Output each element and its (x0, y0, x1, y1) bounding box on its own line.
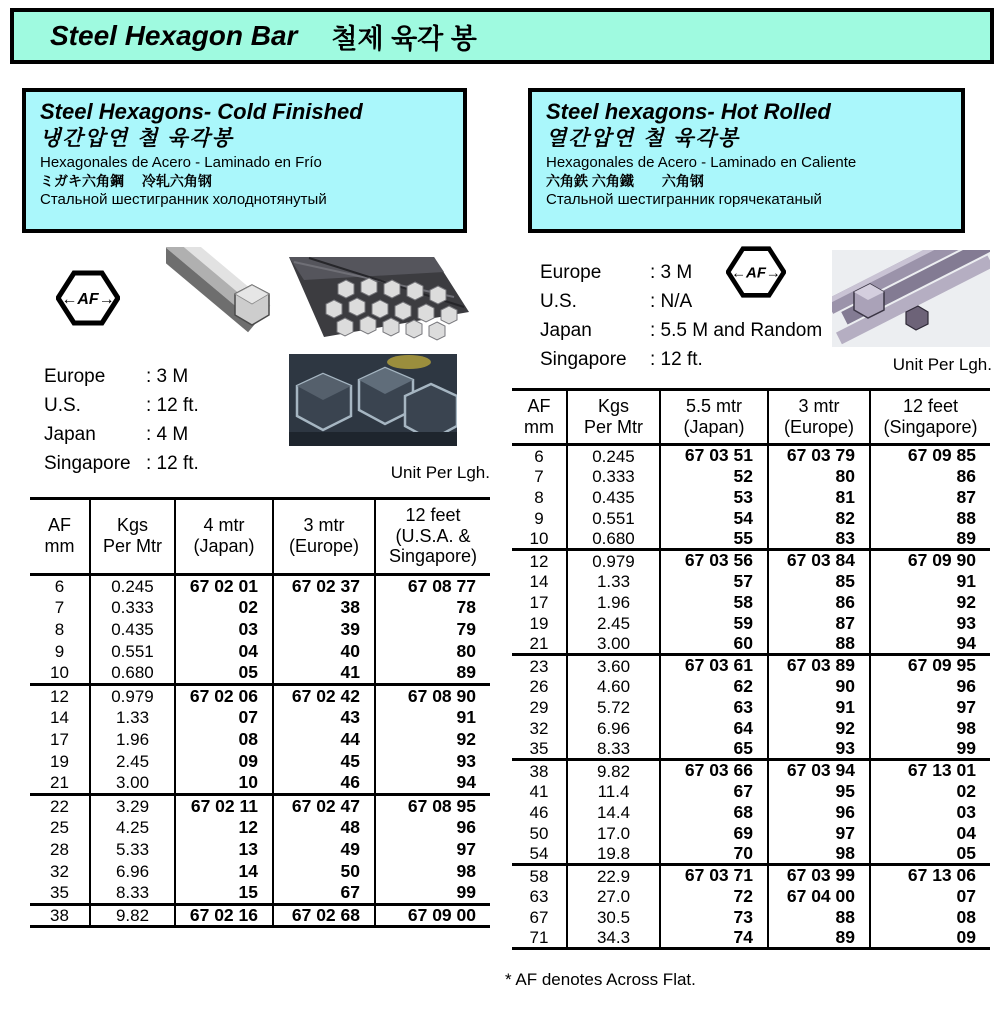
table-row (512, 676, 990, 697)
code-cell: 67 09 95 (870, 655, 990, 676)
code-cell: 43 (273, 707, 375, 729)
table-row (512, 508, 990, 529)
code-cell: 89 (768, 928, 870, 949)
code-cell: 87 (768, 613, 870, 634)
value-cell: 8 (534, 487, 544, 507)
code-cell: 96 (375, 817, 490, 839)
value-cell: 6.96 (90, 861, 175, 883)
value-cell: 7 (54, 598, 65, 618)
length-row-us: U.S. : N/A (540, 291, 693, 312)
table-row (512, 529, 990, 550)
code-cell: 67 02 42 (273, 685, 375, 707)
table-row (512, 823, 990, 844)
value-cell: 2.45 (90, 751, 175, 773)
code-cell: 69 (660, 823, 768, 844)
table-row (512, 865, 990, 886)
table-row (30, 905, 490, 927)
table-row (512, 886, 990, 907)
value-cell: 28 (50, 840, 69, 860)
cold-finished-russian: Стальной шестигранник холоднотянутый (40, 190, 327, 208)
across-flat-hexagon-icon (726, 244, 786, 300)
hot-rolled-korean: 열간압연 철 육각봉 (546, 126, 740, 150)
value-cell: 0.979 (567, 550, 660, 571)
code-cell: 79 (375, 619, 490, 641)
table-row (30, 707, 490, 729)
code-cell: 62 (660, 676, 768, 697)
table-row (30, 773, 490, 795)
size-group (30, 795, 490, 905)
value-cell: 21 (50, 773, 69, 793)
table-row (512, 781, 990, 802)
code-cell: 86 (768, 592, 870, 613)
table-row (512, 466, 990, 487)
code-cell: 67 13 06 (870, 865, 990, 886)
page-title: Steel Hexagon Bar (50, 20, 298, 51)
code-cell: 91 (768, 697, 870, 718)
code-cell: 88 (870, 508, 990, 529)
value-cell: 8 (54, 620, 65, 640)
code-cell: 67 03 56 (660, 550, 768, 571)
code-cell: 70 (660, 844, 768, 865)
value-cell: 0.333 (567, 466, 660, 487)
table-row (30, 641, 490, 663)
table-row (30, 597, 490, 619)
code-cell: 10 (175, 773, 273, 795)
value-cell: 35 (529, 739, 549, 759)
length-row-singapore: Singapore : 12 ft. (540, 349, 703, 370)
value-cell: 6 (534, 446, 544, 466)
value-cell: 38 (50, 906, 69, 926)
across-flat-hexagon-icon (56, 268, 120, 328)
code-cell: 52 (660, 466, 768, 487)
code-cell: 86 (870, 466, 990, 487)
page-title-korean: 철제 육각 봉 (331, 23, 477, 54)
code-cell: 67 13 01 (870, 760, 990, 781)
value-cell: 0.435 (567, 487, 660, 508)
length-row-us: U.S. : 12 ft. (44, 395, 199, 416)
code-cell: 63 (660, 697, 768, 718)
code-cell: 80 (768, 466, 870, 487)
column-header: 4 mtr (Japan) (175, 499, 273, 575)
code-cell: 97 (768, 823, 870, 844)
value-cell: 12 (50, 686, 69, 706)
size-group (30, 905, 490, 927)
code-cell: 73 (660, 907, 768, 928)
cold-finished-header-panel (22, 88, 467, 233)
table-row (30, 729, 490, 751)
code-cell: 82 (768, 508, 870, 529)
cold-finished-cjk: ミガキ六角鋼 冷轧六角钢 (40, 173, 212, 189)
code-cell: 85 (768, 571, 870, 592)
value-cell: 54 (529, 844, 549, 864)
code-cell: 08 (175, 729, 273, 751)
value-cell: 3.00 (90, 773, 175, 795)
hot-rolled-table (512, 388, 990, 950)
table-row (512, 655, 990, 676)
code-cell: 02 (870, 781, 990, 802)
value-cell: 12 (529, 551, 549, 571)
code-cell: 67 02 06 (175, 685, 273, 707)
code-cell: 67 03 99 (768, 865, 870, 886)
code-cell: 80 (375, 641, 490, 663)
table-row (512, 844, 990, 865)
code-cell: 92 (375, 729, 490, 751)
column-header: 12 feet (Singapore) (870, 390, 990, 445)
code-cell: 89 (375, 663, 490, 685)
table-row (512, 802, 990, 823)
code-cell: 96 (768, 802, 870, 823)
table-row (30, 751, 490, 773)
value-cell: 22.9 (567, 865, 660, 886)
header-row (512, 390, 990, 445)
size-group (30, 685, 490, 795)
code-cell: 67 04 00 (768, 886, 870, 907)
code-cell: 13 (175, 839, 273, 861)
table-row (512, 760, 990, 781)
code-cell: 46 (273, 773, 375, 795)
photo-single-hexagon-bar (166, 247, 284, 347)
code-cell: 09 (870, 928, 990, 949)
value-cell: 63 (529, 886, 549, 906)
svg-text:←AF→: ←AF→ (61, 291, 115, 308)
code-cell: 95 (768, 781, 870, 802)
code-cell: 98 (768, 844, 870, 865)
length-row-japan: Japan : 4 M (44, 424, 189, 445)
unit-per-length-label-left: Unit Per Lgh. (390, 463, 490, 482)
value-cell: 19.8 (567, 844, 660, 865)
code-cell: 91 (870, 571, 990, 592)
table-row (512, 487, 990, 508)
value-cell: 10 (529, 529, 549, 549)
value-cell: 11.4 (567, 781, 660, 802)
code-cell: 67 03 79 (768, 445, 870, 466)
value-cell: 4.25 (90, 817, 175, 839)
code-cell: 67 08 77 (375, 575, 490, 597)
code-cell: 92 (768, 718, 870, 739)
value-cell: 41 (529, 781, 549, 801)
code-cell: 08 (870, 907, 990, 928)
code-cell: 48 (273, 817, 375, 839)
code-cell: 99 (870, 739, 990, 760)
value-cell: 22 (50, 796, 69, 816)
value-cell: 0.435 (90, 619, 175, 641)
hot-rolled-russian: Стальной шестигранник горячекатаный (546, 190, 822, 208)
table-row (512, 445, 990, 466)
code-cell: 60 (660, 634, 768, 655)
length-row-japan: Japan : 5.5 M and Random (540, 320, 823, 341)
value-cell: 71 (529, 928, 549, 948)
hot-rolled-spanish: Hexagonales de Acero - Laminado en Caliente (546, 154, 857, 172)
code-cell: 67 03 66 (660, 760, 768, 781)
code-cell: 38 (273, 597, 375, 619)
code-cell: 67 08 90 (375, 685, 490, 707)
code-cell: 88 (768, 634, 870, 655)
code-cell: 67 02 11 (175, 795, 273, 817)
code-cell: 78 (375, 597, 490, 619)
cold-finished-table (30, 497, 490, 928)
code-cell: 67 02 01 (175, 575, 273, 597)
code-cell: 12 (175, 817, 273, 839)
value-cell: 0.680 (90, 663, 175, 685)
value-cell: 3.00 (567, 634, 660, 655)
code-cell: 67 09 90 (870, 550, 990, 571)
value-cell: 6.96 (567, 718, 660, 739)
af-footnote: * AF denotes Across Flat. (505, 970, 696, 989)
code-cell: 92 (870, 592, 990, 613)
code-cell: 89 (870, 529, 990, 550)
code-cell: 97 (870, 697, 990, 718)
code-cell: 93 (375, 751, 490, 773)
code-cell: 83 (768, 529, 870, 550)
value-cell: 21 (529, 634, 549, 654)
column-header: AF mm (524, 396, 554, 437)
hot-rolled-header-panel (528, 88, 965, 233)
table-row (512, 739, 990, 760)
page-title-bar (10, 8, 994, 64)
code-cell: 96 (870, 676, 990, 697)
value-cell: 67 (529, 907, 549, 927)
table-row (30, 817, 490, 839)
table-row (30, 663, 490, 685)
hot-rolled-cjk: 六角鉄 六角鐵 六角钢 (546, 173, 704, 189)
value-cell: 3.29 (90, 795, 175, 817)
code-cell: 67 (660, 781, 768, 802)
table-row (512, 613, 990, 634)
value-cell: 8.33 (90, 883, 175, 905)
value-cell: 8.33 (567, 739, 660, 760)
code-cell: 98 (870, 718, 990, 739)
cold-finished-korean: 냉간압연 철 육각봉 (40, 126, 234, 150)
value-cell: 14 (50, 708, 69, 728)
value-cell: 29 (529, 697, 549, 717)
unit-per-length-label-right: Unit Per Lgh. (892, 355, 992, 374)
value-cell: 0.979 (90, 685, 175, 707)
value-cell: 35 (50, 883, 69, 903)
value-cell: 0.245 (567, 445, 660, 466)
size-group (512, 865, 990, 949)
table-row (30, 619, 490, 641)
code-cell: 53 (660, 487, 768, 508)
code-cell: 93 (768, 739, 870, 760)
code-cell: 68 (660, 802, 768, 823)
value-cell: 1.96 (90, 729, 175, 751)
column-header: 3 mtr (Europe) (768, 390, 870, 445)
code-cell: 07 (870, 886, 990, 907)
code-cell: 88 (768, 907, 870, 928)
value-cell: 58 (529, 866, 549, 886)
code-cell: 67 03 51 (660, 445, 768, 466)
size-group (512, 760, 990, 865)
value-cell: 0.551 (90, 641, 175, 663)
code-cell: 67 03 71 (660, 865, 768, 886)
code-cell: 74 (660, 928, 768, 949)
photo-hexagon-bar-bundle (284, 252, 474, 350)
code-cell: 54 (660, 508, 768, 529)
code-cell: 50 (273, 861, 375, 883)
value-cell: 1.96 (567, 592, 660, 613)
code-cell: 72 (660, 886, 768, 907)
hot-rolled-title: Steel hexagons- Hot Rolled (546, 99, 831, 124)
code-cell: 65 (660, 739, 768, 760)
size-group (30, 575, 490, 685)
table-row (512, 550, 990, 571)
value-cell: 9 (534, 508, 544, 528)
length-row-singapore: Singapore : 12 ft. (44, 453, 199, 474)
code-cell: 67 02 47 (273, 795, 375, 817)
table-row (30, 575, 490, 597)
table-row (30, 883, 490, 905)
value-cell: 19 (529, 613, 549, 633)
code-cell: 02 (175, 597, 273, 619)
column-header: 3 mtr (Europe) (273, 499, 375, 575)
code-cell: 97 (375, 839, 490, 861)
code-cell: 67 02 68 (273, 905, 375, 927)
table-row (512, 571, 990, 592)
code-cell: 67 03 84 (768, 550, 870, 571)
code-cell: 94 (870, 634, 990, 655)
photo-hexagon-bars-closeup (289, 354, 457, 446)
value-cell: 26 (529, 676, 549, 696)
value-cell: 0.680 (567, 529, 660, 550)
code-cell: 45 (273, 751, 375, 773)
value-cell: 32 (50, 862, 69, 882)
value-cell: 0.551 (567, 508, 660, 529)
code-cell: 67 03 89 (768, 655, 870, 676)
table-row (512, 907, 990, 928)
code-cell: 91 (375, 707, 490, 729)
column-header: AF mm (44, 515, 75, 557)
value-cell: 5.33 (90, 839, 175, 861)
value-cell: 25 (50, 818, 69, 838)
code-cell: 39 (273, 619, 375, 641)
code-cell: 81 (768, 487, 870, 508)
table-row (512, 697, 990, 718)
value-cell: 10 (50, 663, 69, 683)
length-row-europe: Europe : 3 M (44, 366, 189, 387)
code-cell: 87 (870, 487, 990, 508)
code-cell: 67 (273, 883, 375, 905)
code-cell: 67 08 95 (375, 795, 490, 817)
code-cell: 05 (175, 663, 273, 685)
header-row (30, 499, 490, 575)
table-row (30, 795, 490, 817)
code-cell: 67 03 94 (768, 760, 870, 781)
code-cell: 93 (870, 613, 990, 634)
table-row (512, 634, 990, 655)
cold-finished-spanish: Hexagonales de Acero - Laminado en Frío (40, 154, 322, 172)
value-cell: 1.33 (567, 571, 660, 592)
code-cell: 03 (870, 802, 990, 823)
value-cell: 14 (529, 571, 549, 591)
code-cell: 15 (175, 883, 273, 905)
code-cell: 49 (273, 839, 375, 861)
code-cell: 57 (660, 571, 768, 592)
size-group (512, 550, 990, 655)
code-cell: 41 (273, 663, 375, 685)
svg-text:←AF→: ←AF→ (731, 264, 781, 282)
value-cell: 46 (529, 802, 549, 822)
code-cell: 40 (273, 641, 375, 663)
cold-finished-title: Steel Hexagons- Cold Finished (40, 99, 363, 124)
column-header: 5.5 mtr (Japan) (660, 390, 768, 445)
value-cell: 30.5 (567, 907, 660, 928)
code-cell: 07 (175, 707, 273, 729)
value-cell: 17.0 (567, 823, 660, 844)
table-row (512, 592, 990, 613)
code-cell: 90 (768, 676, 870, 697)
cold-finished-length-list (44, 362, 199, 478)
code-cell: 58 (660, 592, 768, 613)
code-cell: 94 (375, 773, 490, 795)
value-cell: 9 (54, 642, 65, 662)
code-cell: 59 (660, 613, 768, 634)
photo-hot-rolled-bars (832, 250, 990, 347)
value-cell: 7 (534, 466, 544, 486)
table-row (30, 685, 490, 707)
value-cell: 2.45 (567, 613, 660, 634)
value-cell: 19 (50, 752, 69, 772)
code-cell: 44 (273, 729, 375, 751)
code-cell: 55 (660, 529, 768, 550)
code-cell: 67 09 85 (870, 445, 990, 466)
value-cell: 1.33 (90, 707, 175, 729)
code-cell: 03 (175, 619, 273, 641)
value-cell: 27.0 (567, 886, 660, 907)
code-cell: 64 (660, 718, 768, 739)
code-cell: 98 (375, 861, 490, 883)
column-header: Kgs Per Mtr (90, 499, 175, 575)
code-cell: 67 03 61 (660, 655, 768, 676)
code-cell: 67 02 16 (175, 905, 273, 927)
code-cell: 05 (870, 844, 990, 865)
value-cell: 4.60 (567, 676, 660, 697)
code-cell: 09 (175, 751, 273, 773)
value-cell: 38 (529, 761, 549, 781)
value-cell: 17 (50, 730, 69, 750)
value-cell: 0.333 (90, 597, 175, 619)
code-cell: 67 09 00 (375, 905, 490, 927)
code-cell: 04 (870, 823, 990, 844)
value-cell: 23 (529, 656, 549, 676)
value-cell: 34.3 (567, 928, 660, 949)
size-group (512, 655, 990, 760)
table-row (512, 718, 990, 739)
column-header: 12 feet (U.S.A. & Singapore) (375, 499, 490, 575)
value-cell: 9.82 (567, 760, 660, 781)
code-cell: 67 02 37 (273, 575, 375, 597)
value-cell: 14.4 (567, 802, 660, 823)
value-cell: 3.60 (567, 655, 660, 676)
value-cell: 0.245 (90, 575, 175, 597)
value-cell: 17 (529, 592, 549, 612)
table-row (30, 839, 490, 861)
value-cell: 5.72 (567, 697, 660, 718)
size-group (512, 445, 990, 550)
code-cell: 04 (175, 641, 273, 663)
value-cell: 9.82 (90, 905, 175, 927)
column-header: Kgs Per Mtr (567, 390, 660, 445)
value-cell: 6 (54, 576, 65, 596)
length-row-europe: Europe : 3 M (540, 262, 693, 283)
value-cell: 32 (529, 718, 549, 738)
code-cell: 14 (175, 861, 273, 883)
table-row (30, 861, 490, 883)
table-row (512, 928, 990, 949)
code-cell: 99 (375, 883, 490, 905)
value-cell: 50 (529, 823, 549, 843)
